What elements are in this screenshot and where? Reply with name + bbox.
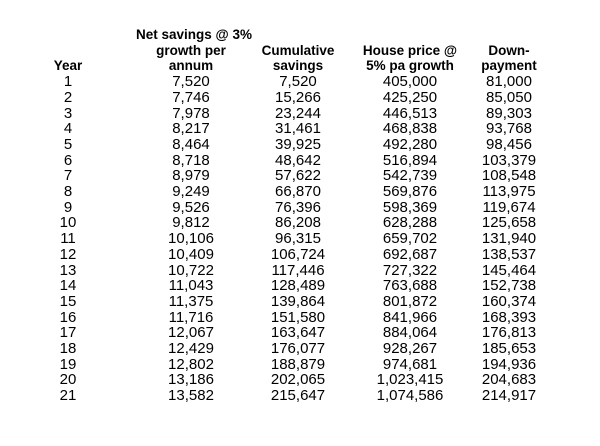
table-row [0, 121, 548, 137]
table-cell: 10 [59, 214, 77, 232]
table-cell: 9,812 [172, 214, 210, 232]
table-cell: 727,322 [382, 261, 438, 279]
table-cell: 8,464 [172, 135, 210, 153]
table-cell: 176,077 [270, 340, 326, 358]
table-cell: 17 [59, 324, 77, 342]
table-cell: 6 [63, 151, 73, 169]
table-cell: 125,658 [481, 214, 537, 232]
savings-projection-table [0, 27, 548, 404]
table-cell: 7,746 [172, 88, 210, 106]
table-body [0, 74, 548, 404]
table-row [0, 153, 548, 169]
table-cell: 214,917 [481, 387, 537, 405]
table-cell: 7,978 [172, 104, 210, 122]
header-line: Year [53, 58, 83, 74]
table-row [0, 372, 548, 388]
table-cell: 86,208 [275, 214, 321, 232]
table-row [0, 90, 548, 106]
table-row [0, 325, 548, 341]
table-cell: 14 [59, 277, 77, 295]
table-cell: 15 [59, 292, 77, 310]
table-cell: 8 [63, 183, 73, 201]
table-cell: 113,975 [482, 183, 536, 201]
table-cell: 48,642 [275, 151, 321, 169]
page [0, 27, 600, 446]
table-cell: 151,580 [270, 308, 326, 326]
table-cell: 138,537 [481, 245, 537, 263]
table-cell: 11,375 [168, 292, 214, 310]
table-cell: 628,288 [382, 214, 438, 232]
table-cell: 13 [59, 261, 77, 279]
table-cell: 8,979 [172, 167, 210, 185]
table-cell: 81,000 [486, 73, 532, 91]
table-cell: 57,622 [275, 167, 321, 185]
table-cell: 425,250 [382, 88, 438, 106]
table-row [0, 294, 548, 310]
table-cell: 763,688 [382, 277, 438, 295]
table-cell: 8,718 [172, 151, 210, 169]
column-header-cumulative-savings [246, 27, 350, 74]
table-row [0, 247, 548, 263]
table-cell: 145,464 [481, 261, 537, 279]
table-cell: 39,925 [275, 135, 321, 153]
table-cell: 692,687 [382, 245, 438, 263]
table-row [0, 388, 548, 404]
header-line: growth per [156, 42, 226, 58]
table-cell: 1 [63, 73, 73, 91]
table-row [0, 106, 548, 122]
table-cell: 7,520 [279, 73, 317, 91]
table-cell: 8,217 [172, 120, 210, 138]
table-cell: 841,966 [382, 308, 438, 326]
table-row [0, 357, 548, 373]
header-line: 5% pa growth [366, 58, 454, 74]
table-cell: 9,526 [172, 198, 210, 216]
table-cell: 15,266 [275, 88, 321, 106]
table-cell: 4 [63, 120, 73, 138]
header-line: Down- [488, 42, 530, 58]
table-cell: 10,409 [168, 245, 214, 263]
header-line: Net savings @ 3% [136, 27, 252, 42]
table-cell: 89,303 [486, 104, 532, 122]
header-line: savings [272, 58, 324, 74]
column-header-down-payment [470, 27, 548, 74]
table-row [0, 263, 548, 279]
column-header-net-savings [136, 27, 252, 74]
table-cell: 11 [60, 230, 76, 248]
table-cell: 152,738 [481, 277, 537, 295]
table-cell: 405,000 [382, 73, 438, 91]
column-header-house-price [350, 27, 470, 74]
table-cell: 13,582 [168, 387, 214, 405]
table-cell: 974,681 [382, 355, 438, 373]
table-cell: 163,647 [270, 324, 326, 342]
table-cell: 12,429 [168, 340, 214, 358]
table-cell: 801,872 [382, 292, 438, 310]
table-cell: 202,065 [270, 371, 326, 389]
table-cell: 516,894 [382, 151, 438, 169]
table-cell: 119,674 [482, 198, 536, 216]
table-cell: 10,106 [168, 230, 214, 248]
table-cell: 19 [59, 355, 77, 373]
table-cell: 96,315 [275, 230, 321, 248]
table-cell: 188,879 [270, 355, 326, 373]
table-cell: 446,513 [382, 104, 438, 122]
table-cell: 884,064 [382, 324, 438, 342]
header-line: Cumulative [261, 42, 335, 58]
table-cell: 93,768 [486, 120, 532, 138]
table-cell: 12,802 [168, 355, 214, 373]
header-line: House price @ [362, 42, 458, 58]
table-cell: 194,936 [481, 355, 537, 373]
table-cell: 128,489 [270, 277, 326, 295]
table-cell: 1,074,586 [376, 387, 444, 405]
table-cell: 98,456 [486, 135, 532, 153]
table-cell: 103,379 [481, 151, 537, 169]
table-row [0, 74, 548, 90]
table-cell: 185,653 [481, 340, 537, 358]
table-cell: 66,870 [275, 183, 321, 201]
table-cell: 2 [63, 88, 73, 106]
table-cell: 21 [59, 387, 77, 405]
table-cell: 108,548 [481, 167, 537, 185]
table-cell: 1,023,415 [376, 371, 444, 389]
table-cell: 106,724 [270, 245, 326, 263]
table-cell: 18 [59, 340, 77, 358]
table-cell: 139,864 [270, 292, 326, 310]
table-cell: 13,186 [168, 371, 214, 389]
table-row [0, 215, 548, 231]
table-cell: 5 [63, 135, 73, 153]
table-cell: 31,461 [275, 120, 321, 138]
table-row [0, 168, 548, 184]
table-cell: 215,647 [270, 387, 326, 405]
table-cell: 23,244 [275, 104, 321, 122]
table-cell: 468,838 [382, 120, 438, 138]
table-cell: 131,940 [481, 230, 537, 248]
table-cell: 11,043 [168, 277, 214, 295]
table-cell: 117,446 [271, 261, 325, 279]
table-cell: 16 [59, 308, 77, 326]
table-cell: 928,267 [382, 340, 438, 358]
table-cell: 20 [59, 371, 77, 389]
table-cell: 11,716 [168, 308, 214, 326]
table-cell: 160,374 [481, 292, 537, 310]
table-cell: 12 [59, 245, 77, 263]
table-row [0, 200, 548, 216]
table-cell: 3 [63, 104, 73, 122]
table-cell: 10,722 [168, 261, 214, 279]
table-cell: 492,280 [382, 135, 438, 153]
table-row [0, 137, 548, 153]
table-cell: 598,369 [382, 198, 438, 216]
table-cell: 542,739 [382, 167, 438, 185]
table-cell: 204,683 [481, 371, 537, 389]
table-cell: 659,702 [382, 230, 438, 248]
header-line: payment [481, 58, 537, 74]
table-cell: 12,067 [168, 324, 214, 342]
table-header [0, 27, 548, 74]
column-header-year [0, 27, 136, 74]
table-row [0, 184, 548, 200]
table-cell: 569,876 [382, 183, 438, 201]
table-cell: 85,050 [486, 88, 532, 106]
table-cell: 76,396 [275, 198, 321, 216]
table-row [0, 341, 548, 357]
table-cell: 168,393 [481, 308, 537, 326]
table-row [0, 310, 548, 326]
table-row [0, 278, 548, 294]
table-cell: 9 [63, 198, 73, 216]
table-cell: 176,813 [481, 324, 537, 342]
table-cell: 9,249 [172, 183, 210, 201]
header-row [0, 27, 548, 74]
table-row [0, 231, 548, 247]
table-cell: 7 [63, 167, 73, 185]
header-line: annum [168, 58, 214, 74]
table-cell: 7,520 [172, 73, 210, 91]
